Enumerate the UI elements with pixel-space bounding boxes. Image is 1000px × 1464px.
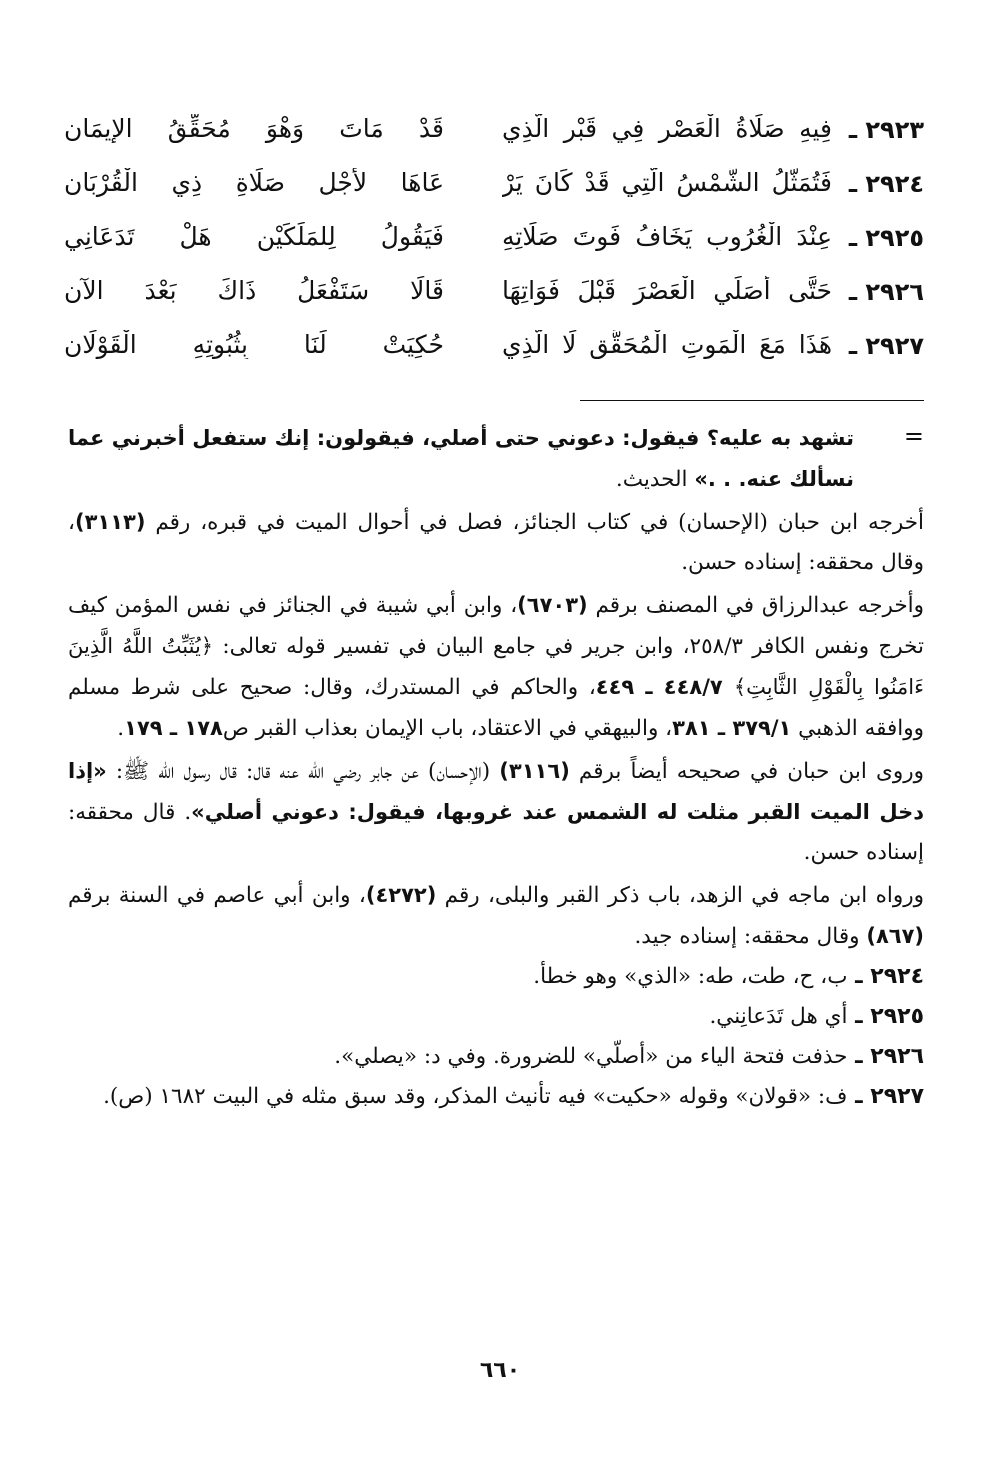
verse-number: ٢٩٢٥ ـ	[849, 224, 924, 252]
footnote-text: . قال محققه: إسناده حسن.	[68, 800, 924, 865]
verse-note: ٢٩٢٦ ـ حذفت فتحة الياء من «أصلّي» للضرورة. وفي د: «يصلي».	[334, 1044, 924, 1069]
verse-line	[64, 160, 924, 214]
reference-number: (٨٦٧)	[866, 924, 924, 948]
footnote-text: ، وابن أبي شيبة في الجنائز في نفس المؤمن كيف تخرج ونفس الكافر ٢٥٨/٣، وابن جرير في جامع البيان في تفسير قوله تعالى:	[68, 593, 924, 659]
reference-number: (٣١١٣)	[74, 510, 146, 534]
verse-note: ٢٩٢٥ ـ أي هل تَدَعانِني.	[709, 1004, 924, 1029]
continuation-mark: =	[903, 422, 924, 450]
footnote-text: ، والحاكم في المستدرك، وقال: صحيح على شرط مسلم ووافقه الذهبي	[68, 675, 924, 741]
footnote-text: ، والبيهقي في الاعتقاد، باب الإيمان بعذاب القبر ص	[222, 716, 673, 741]
verse-note-text: حذفت فتحة الياء من «أصلّي» للضرورة. وفي د: «يصلي».	[334, 1044, 848, 1069]
verse-line	[64, 322, 924, 376]
verse-line	[64, 106, 924, 160]
verse-second-hemistich: فَيَقُولُ لِلمَلَكَيْنِ هَلْ تَدَعَانِي	[64, 222, 444, 251]
verse-first-hemistich: هَذَا مَعَ الْمَوتِ الْمُحَقَّقِ لَا الَّذِي	[502, 330, 832, 359]
verse-first-hemistich: فِيهِ صَلَاةُ الْعَصْرِ فِي قَبْرِ الَّذِي	[502, 114, 832, 143]
reference-number: (٤٢٧٢)	[365, 883, 437, 907]
reference-number: ٣٧٩/١ ـ ٣٨١	[672, 716, 792, 740]
verse-note-text: ف: «قولان» وقوله «حكيت» فيه تأنيث المذكر، وقد سبق مثله في البيت ١٦٨٢ (ص).	[103, 1084, 848, 1109]
verse-note: ٢٩٢٧ ـ ف: «قولان» وقوله «حكيت» فيه تأنيث المذكر، وقد سبق مثله في البيت ١٦٨٢ (ص).	[103, 1084, 924, 1109]
footnote-text: ورواه ابن ماجه في الزهد، باب ذكر القبر والبلى، رقم	[436, 883, 924, 908]
footnote-text: .	[117, 716, 125, 741]
reference-number: (٣١١٦)	[499, 759, 570, 783]
footnote-paragraph	[68, 418, 854, 500]
verse-note-text: ب، ح، طت، طه: «الذي» وهو خطأ.	[533, 964, 848, 989]
verse-line	[64, 268, 924, 322]
footnote-text: الحديث.	[615, 467, 695, 492]
hadith-quote: «إذا دخل الميت القبر مثلت له الشمس عند غروبها، فيقول: دعوني أصلي»	[68, 759, 924, 824]
hadith-quote: تشهد به عليه؟ فيقول: دعوني حتى أصلي، فيقولون: إنك ستفعل أخبرني عما نسألك عنه. . .»	[68, 426, 854, 491]
reference-number: (٦٧٠٣)	[517, 593, 588, 617]
footnote-text: أخرجه ابن حبان (الإحسان) في كتاب الجنائز، فصل في أحوال الميت في قبره، رقم	[145, 510, 924, 535]
verse-first-hemistich: حَتَّى أُصَلِّي الْعَصْرَ قَبْلَ فَوَاتِهَا	[502, 276, 832, 305]
footnote-text: وقال محققه: إسناده جيد.	[634, 924, 867, 949]
verse-number: ٢٩٢٣ ـ	[849, 116, 924, 144]
verse-second-hemistich: عَاهَا لأَجْلِ صَلَاةِ ذِي الْقُرْبَانِ	[64, 168, 444, 197]
verse-second-hemistich: قَدْ مَاتَ وَهْوَ مُحَقِّقُ الإِيمَانِ	[64, 114, 444, 143]
verse-note-number: ٢٩٢٦	[870, 1044, 924, 1069]
verse-number: ٢٩٢٦ ـ	[849, 278, 924, 306]
verse-number: ٢٩٢٧ ـ	[849, 332, 924, 360]
verse-first-hemistich: فَتُمَثَّلُ الشَّمْسُ الَّتِي قَدْ كَانَ يَرْ	[502, 168, 832, 197]
footnote-paragraph	[68, 875, 924, 957]
verse-number: ٢٩٢٤ ـ	[849, 170, 924, 198]
footnote-text: ، وقال محققه: إسناده حسن.	[68, 510, 924, 575]
reference-number: ٤٤٨/٧ ـ ٤٤٩	[595, 675, 734, 699]
verse-note-number: ٢٩٢٥	[870, 1004, 924, 1029]
footnote-text: ، وابن أبي عاصم في السنة برقم	[68, 883, 366, 908]
footnotes	[68, 418, 924, 1117]
verse-first-hemistich: عِنْدَ الْغُرُوبِ يَخَافُ فَوتَ صَلَاتِهِ	[502, 222, 832, 251]
footnote-text: (الإحسان) عن جابر رضي الله عنه قال: قال رسول الله ﷺ:	[106, 759, 500, 784]
footnote-paragraph	[68, 502, 924, 583]
footnote-separator	[580, 400, 924, 401]
footnote-text: وروى ابن حبان في صحيحه أيضاً برقم	[569, 759, 925, 784]
reference-number: ١٧٨ ـ ١٧٩	[124, 716, 223, 740]
verse-note-number: ٢٩٢٤	[870, 964, 924, 989]
verse-note-number: ٢٩٢٧	[870, 1084, 924, 1109]
quran-verse: ﴿يُثَبِّتُ اللَّهُ الَّذِينَ ءَامَنُوا بِالْقَوْلِ الثَّابِتِ﴾	[68, 634, 925, 699]
footnote-paragraph	[68, 751, 924, 873]
verse-line	[64, 214, 924, 268]
poem-block	[64, 106, 924, 376]
verse-second-hemistich: قَالَا سَتَفْعَلُ ذَاكَ بَعْدَ الآنِ	[64, 276, 444, 305]
verse-note: ٢٩٢٤ ـ ب، ح، طت، طه: «الذي» وهو خطأ.	[533, 964, 924, 989]
footnote-paragraph	[68, 585, 924, 749]
verse-second-hemistich: حُكِيَتْ لَنَا بِثُبُوتِهِ الْقَوْلَانِ	[64, 330, 444, 359]
verse-note-text: أي هل تَدَعانِني.	[709, 1004, 848, 1029]
footnote-text: وأخرجه عبدالرزاق في المصنف برقم	[587, 593, 924, 618]
page-number: ٦٦٠	[479, 1358, 521, 1383]
